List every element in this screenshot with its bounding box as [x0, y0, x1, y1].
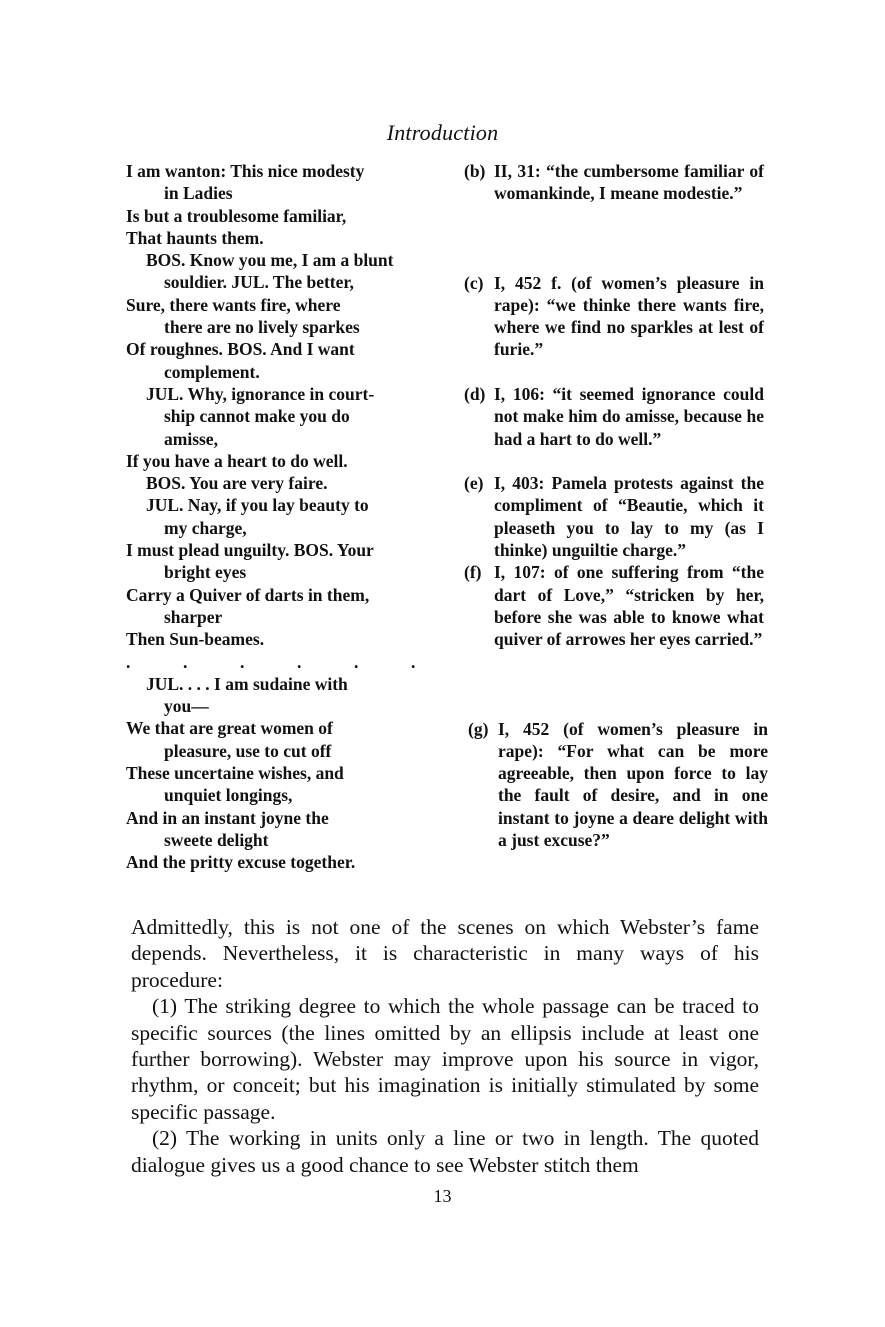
- source-note: [464, 472, 764, 561]
- verse-line: I am wanton: This nice modesty: [126, 161, 365, 181]
- ellipsis-line: [126, 651, 436, 673]
- note-text: I, 403: Pamela protests against the compliment of “Beautie, which it pleaseth you to lay to my (as I thinke) unguiltie charge.”: [494, 473, 764, 561]
- source-note: [464, 383, 764, 450]
- verse-line: BOS. Know you me, I am a blunt: [146, 250, 394, 271]
- note-text: I, 106: “it seemed ignorance could not make him do amisse, because he had a hart to do well.”: [494, 384, 764, 449]
- note-label: (g): [468, 718, 489, 739]
- ellipsis-dot: .: [126, 651, 131, 672]
- paragraph: (2) The working in units only a line or two in length. The quoted dialogue gives us a good chance to see Webster stitch them: [131, 1126, 759, 1177]
- ellipsis-dot: .: [411, 651, 416, 672]
- verse-line: I must plead unguilty. BOS. Your: [126, 540, 374, 561]
- ellipsis-dot: .: [297, 651, 302, 672]
- verse-line: sweete delight: [164, 829, 269, 850]
- verse-line: JUL. Nay, if you lay beauty to: [146, 495, 369, 516]
- note-text: I, 452 f. (of women’s pleasure in rape): “we thinke there wants fire, where we find no sparkles at lest of furie.”: [494, 272, 764, 360]
- verse-line: Is but a troublesome familiar,: [126, 205, 347, 226]
- verse-line: ship cannot make you do: [164, 406, 350, 427]
- verse-line: bright eyes: [164, 562, 247, 583]
- verse-line: unquiet longings,: [164, 785, 293, 806]
- paragraph: Admittedly, this is not one of the scenes on which Webster’s fame depends. Nevertheless, it is characteristic in many ways of his procedure:: [131, 915, 759, 992]
- verse-line: Carry a Quiver of darts in them,: [126, 584, 370, 605]
- body-text: [131, 914, 759, 1178]
- verse-line: We that are great women of: [126, 718, 333, 739]
- verse-line: JUL. . . . I am sudaine with: [146, 673, 348, 694]
- note-label: (b): [464, 161, 486, 181]
- source-note: [464, 561, 764, 650]
- verse-line: amisse,: [164, 428, 218, 449]
- verse-line: sharper: [164, 606, 223, 627]
- verse-line: If you have a heart to do well.: [126, 450, 348, 471]
- verse-line: pleasure, use to cut off: [164, 740, 332, 761]
- source-note: [468, 718, 768, 852]
- verse-quotation: [126, 160, 436, 874]
- verse-line: And in an instant joyne the: [126, 807, 329, 828]
- verse-line: JUL. Why, ignorance in court-: [146, 383, 375, 404]
- note-text: I, 107: of one suffering from “the dart of Love,” “stricken by her, before she was able to knowe what quiver of arrowes her eyes carried.”: [494, 562, 764, 650]
- verse-line: Sure, there wants fire, where: [126, 294, 341, 315]
- verse-line: in Ladies: [164, 183, 233, 204]
- verse-line: you—: [164, 696, 209, 717]
- verse-line: These uncertaine wishes, and: [126, 763, 344, 784]
- note-label: (d): [464, 384, 486, 404]
- verse-line: Then Sun-beames.: [126, 629, 265, 650]
- paragraph: (1) The striking degree to which the whole passage can be traced to specific sources (the lines omitted by an ellipsis include at least one further borrowing). Webster may improve upon his source in vigor, rhythm, or conceit; but his imagination is initially stimulated by some specific passage.: [131, 994, 759, 1124]
- note-label: (f): [464, 562, 482, 583]
- source-note: [464, 272, 764, 361]
- note-label: (c): [464, 272, 484, 293]
- note-label: (e): [464, 473, 484, 494]
- verse-line: complement.: [164, 361, 260, 382]
- ellipsis-dot: .: [183, 651, 188, 672]
- note-text: II, 31: “the cumbersome familiar of womankinde, I meane modestie.”: [494, 161, 764, 204]
- source-note: [464, 160, 764, 205]
- verse-line: my charge,: [164, 517, 247, 538]
- verse-line: And the pritty excuse together.: [126, 852, 356, 873]
- ellipsis-dot: .: [354, 651, 359, 672]
- page-number: 13: [433, 1186, 452, 1206]
- verse-line: souldier. JUL. The better,: [164, 272, 354, 293]
- verse-line: That haunts them.: [126, 227, 264, 248]
- ellipsis-dot: .: [240, 651, 245, 672]
- running-head: Introduction: [386, 120, 499, 145]
- note-text: I, 452 (of women’s pleasure in rape): “For what can be more agreeable, then upon force to lay the fault of desire, and in one instant to joyne a deare delight with a just excuse?”: [498, 718, 768, 850]
- verse-line: Of roughnes. BOS. And I want: [126, 339, 355, 360]
- verse-line: there are no lively sparkes: [164, 317, 360, 338]
- verse-line: BOS. You are very faire.: [146, 473, 328, 494]
